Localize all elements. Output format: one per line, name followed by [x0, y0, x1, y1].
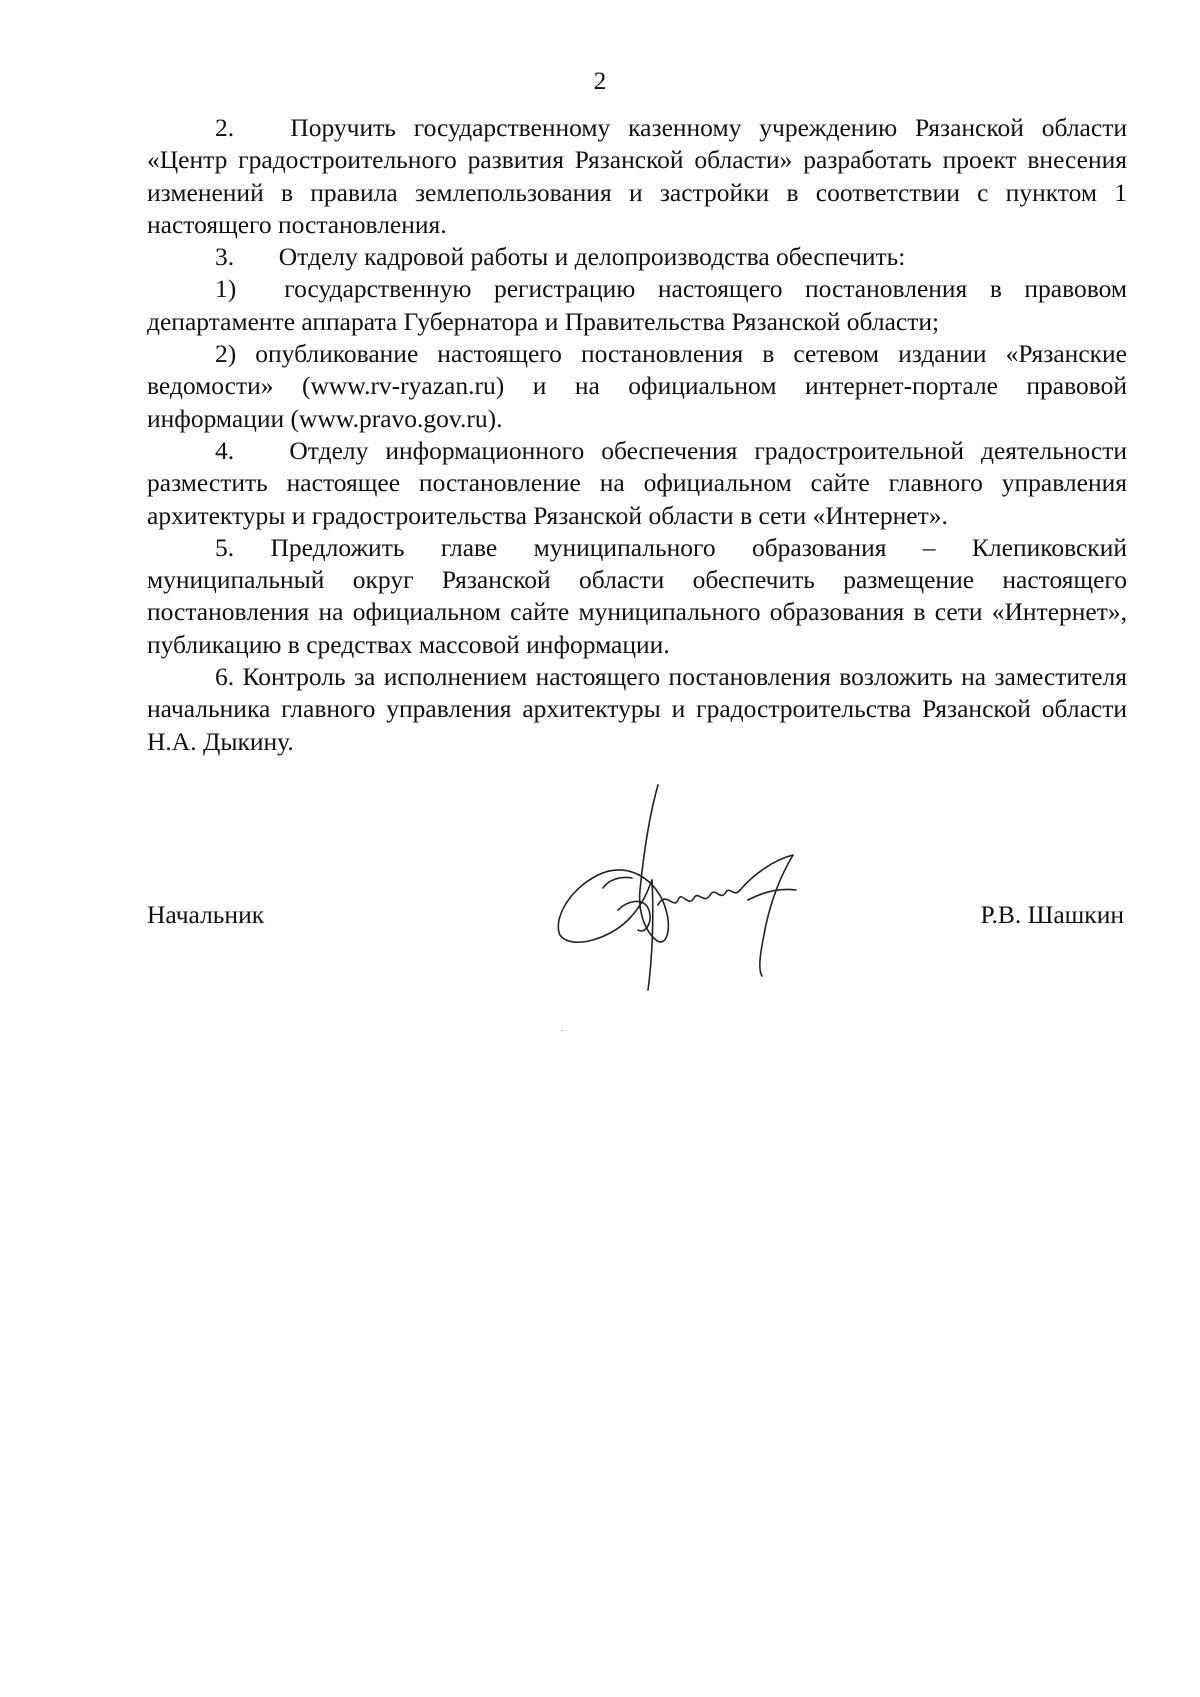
paragraph-item-6: 6. Контроль за исполнением настоящего постановления возложить на заместителя начальника главного управления архитектуры и градостроительства Рязанской области Н.А. Дыкину. — [147, 662, 1127, 756]
scan-speck — [561, 1030, 563, 1031]
signatory-name: Р.В. Шашкин — [980, 900, 1124, 929]
handwritten-signature — [548, 780, 868, 1000]
paragraph-item-3: 3. Отделу кадровой работы и делопроизводства обеспечить: — [215, 242, 906, 272]
paragraph-subitem-2: 2) опубликование настоящего постановления в сетевом издании «Рязанские ведомости» (www.rv-ryazan.ru) и на официальном интернет-портале правовой информации (www.pravo.gov.ru). — [147, 339, 1127, 433]
paragraph-item-2: 2. Поручить государственному казенному учреждению Рязанской области «Центр градостроительного развития Рязанской области» разработать проект внесения изменений в правила землепользования и застройки в соответствии с пунктом 1 настоящего постановления. — [147, 113, 1127, 239]
paragraph-item-5: 5. Предложить главе муниципального образования – Клепиковский муниципальный округ Рязанской области обеспечить размещение настоящего постановления на официальном сайте муниципального образования в сети «Интернет», публикацию в средствах массовой информации. — [147, 532, 1127, 659]
document-body — [147, 112, 1127, 758]
signatory-position: Начальник — [147, 900, 265, 929]
paragraph-item-4: 4. Отделу информационного обеспечения градостроительной деятельности разместить настоящее постановление на официальном сайте главного управления архитектуры и градостроительства Рязанской области в сети «Интернет». — [147, 435, 1127, 530]
paragraph-subitem-1: 1) государственную регистрацию настоящего постановления в правовом департаменте аппарата Губернатора и Правительства Рязанской области; — [147, 274, 1127, 336]
page-number: 2 — [593, 68, 607, 95]
